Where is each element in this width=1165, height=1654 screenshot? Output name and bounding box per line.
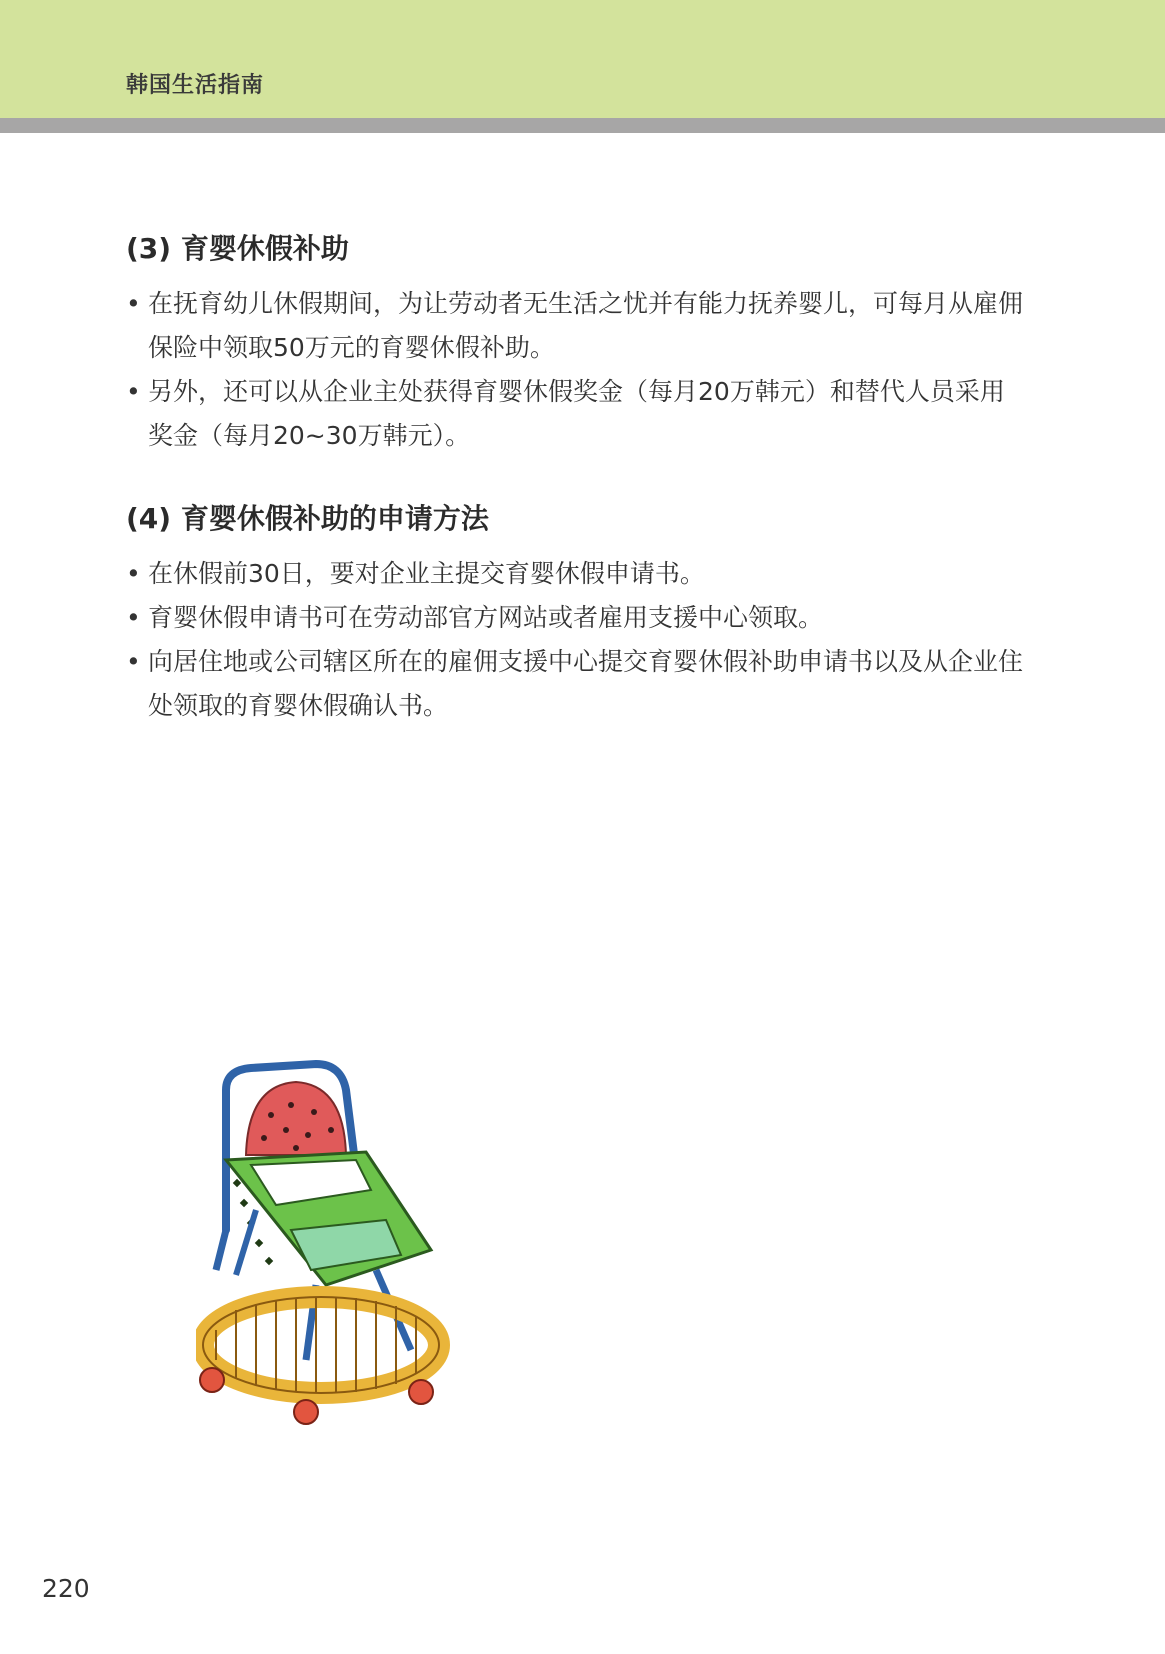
bullet-item: • 向居住地或公司辖区所在的雇佣支援中心提交育婴休假补助申请书以及从企业住处领取的育婴休假确认书。 [126,640,1026,728]
page-number: 220 [42,1574,90,1603]
bullet-item: • 育婴休假申请书可在劳动部官方网站或者雇用支援中心领取。 [126,596,1026,640]
bullet-item: • 另外，还可以从企业主处获得育婴休假奖金（每月20万韩元）和替代人员采用奖金（每月20~30万韩元）。 [126,370,1026,458]
bullet-list [126,282,1026,458]
section-heading: (4) 育婴休假补助的申请方法 [126,502,489,535]
section-childcare-leave-benefit [126,230,1026,458]
bullet-item: • 在抚育幼儿休假期间，为让劳动者无生活之忧并有能力抚养婴儿，可每月从雇佣保险中领取50万元的育婴休假补助。 [126,282,1026,370]
bullet-item: • 在休假前30日，要对企业主提交育婴休假申请书。 [126,552,1026,596]
baby-walker-icon [196,1060,476,1450]
header-band [0,0,1165,118]
header-rule [0,118,1165,133]
section-application-method [126,500,1026,728]
running-header-title: 韩国生活指南 [126,73,265,98]
bullet-list [126,552,1026,728]
section-heading: (3) 育婴休假补助 [126,232,349,265]
